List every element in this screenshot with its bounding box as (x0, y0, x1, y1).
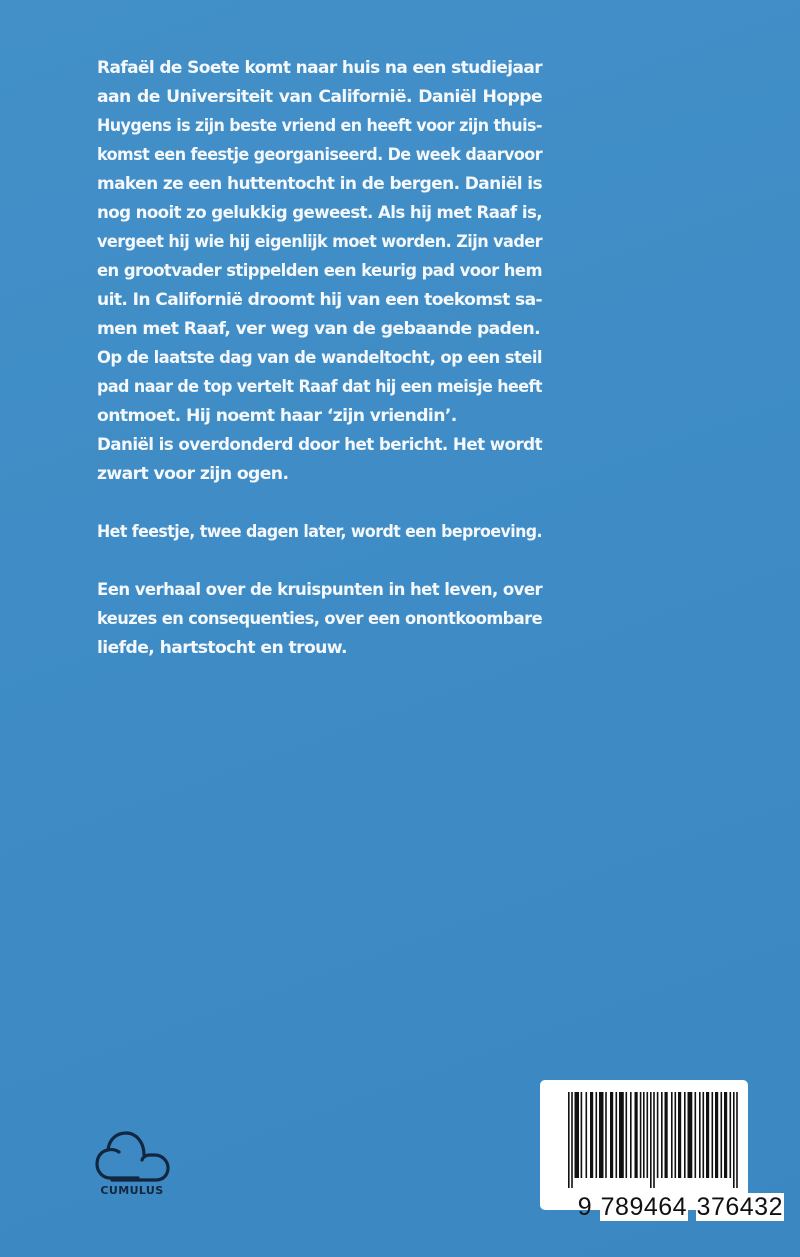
back-cover-blurb (97, 54, 542, 663)
blurb-line: en grootvader stippelden een keurig pad voor hem (97, 261, 542, 281)
paragraph-gap (97, 547, 542, 576)
isbn-number (548, 1164, 784, 1251)
blurb-line: Een verhaal over de kruispunten in het leven, over (97, 580, 543, 600)
blurb-line: Daniël is overdonderd door het bericht. Het wordt (97, 435, 542, 455)
isbn-barcode (540, 1080, 783, 1221)
blurb-line: pad naar de top vertelt Raaf dat hij een meisje heeft (97, 377, 543, 397)
isbn-first-digit: 9 (577, 1193, 593, 1221)
blurb-line: maken ze een huttentocht in de bergen. Daniël is (97, 174, 542, 194)
blurb-line: Rafaël de Soete komt naar huis na een studiejaar (97, 58, 543, 78)
blurb-line: ontmoet. Hij noemt haar ‘zijn vriendin’. (97, 406, 457, 426)
blurb-line: vergeet hij wie hij eigenlijk moet worden. Zijn vader (97, 232, 542, 252)
cloud-icon (94, 1128, 170, 1186)
blurb-line: men met Raaf, ver weg van de gebaande paden. (97, 319, 541, 339)
blurb-line: Huygens is zijn beste vriend en heeft voor zijn thuis- (97, 116, 542, 136)
blurb-line: liefde, hartstocht en trouw. (97, 638, 347, 658)
blurb-line: nog nooit zo gelukkig geweest. Als hij met Raaf is, (97, 203, 543, 223)
publisher-logo (92, 1124, 172, 1204)
blurb-line: Het feestje, twee dagen later, wordt een beproeving. (97, 522, 542, 542)
isbn-left-group: 789464 (600, 1193, 688, 1221)
blurb-line: komst een feestje georganiseerd. De week daarvoor (97, 145, 543, 165)
paragraph-gap (97, 489, 542, 518)
blurb-line: aan de Universiteit van Californië. Daniël Hoppe (97, 87, 542, 107)
blurb-line: zwart voor zijn ogen. (97, 464, 289, 484)
publisher-name: CUMULUS (100, 1184, 164, 1197)
blurb-line: uit. In Californië droomt hij van een toekomst sa- (97, 290, 543, 310)
blurb-line: Op de laatste dag van de wandeltocht, op een steil (97, 348, 542, 368)
blurb-line: keuzes en consequenties, over een onontkoombare (97, 609, 543, 629)
isbn-right-group: 376432 (696, 1193, 783, 1221)
